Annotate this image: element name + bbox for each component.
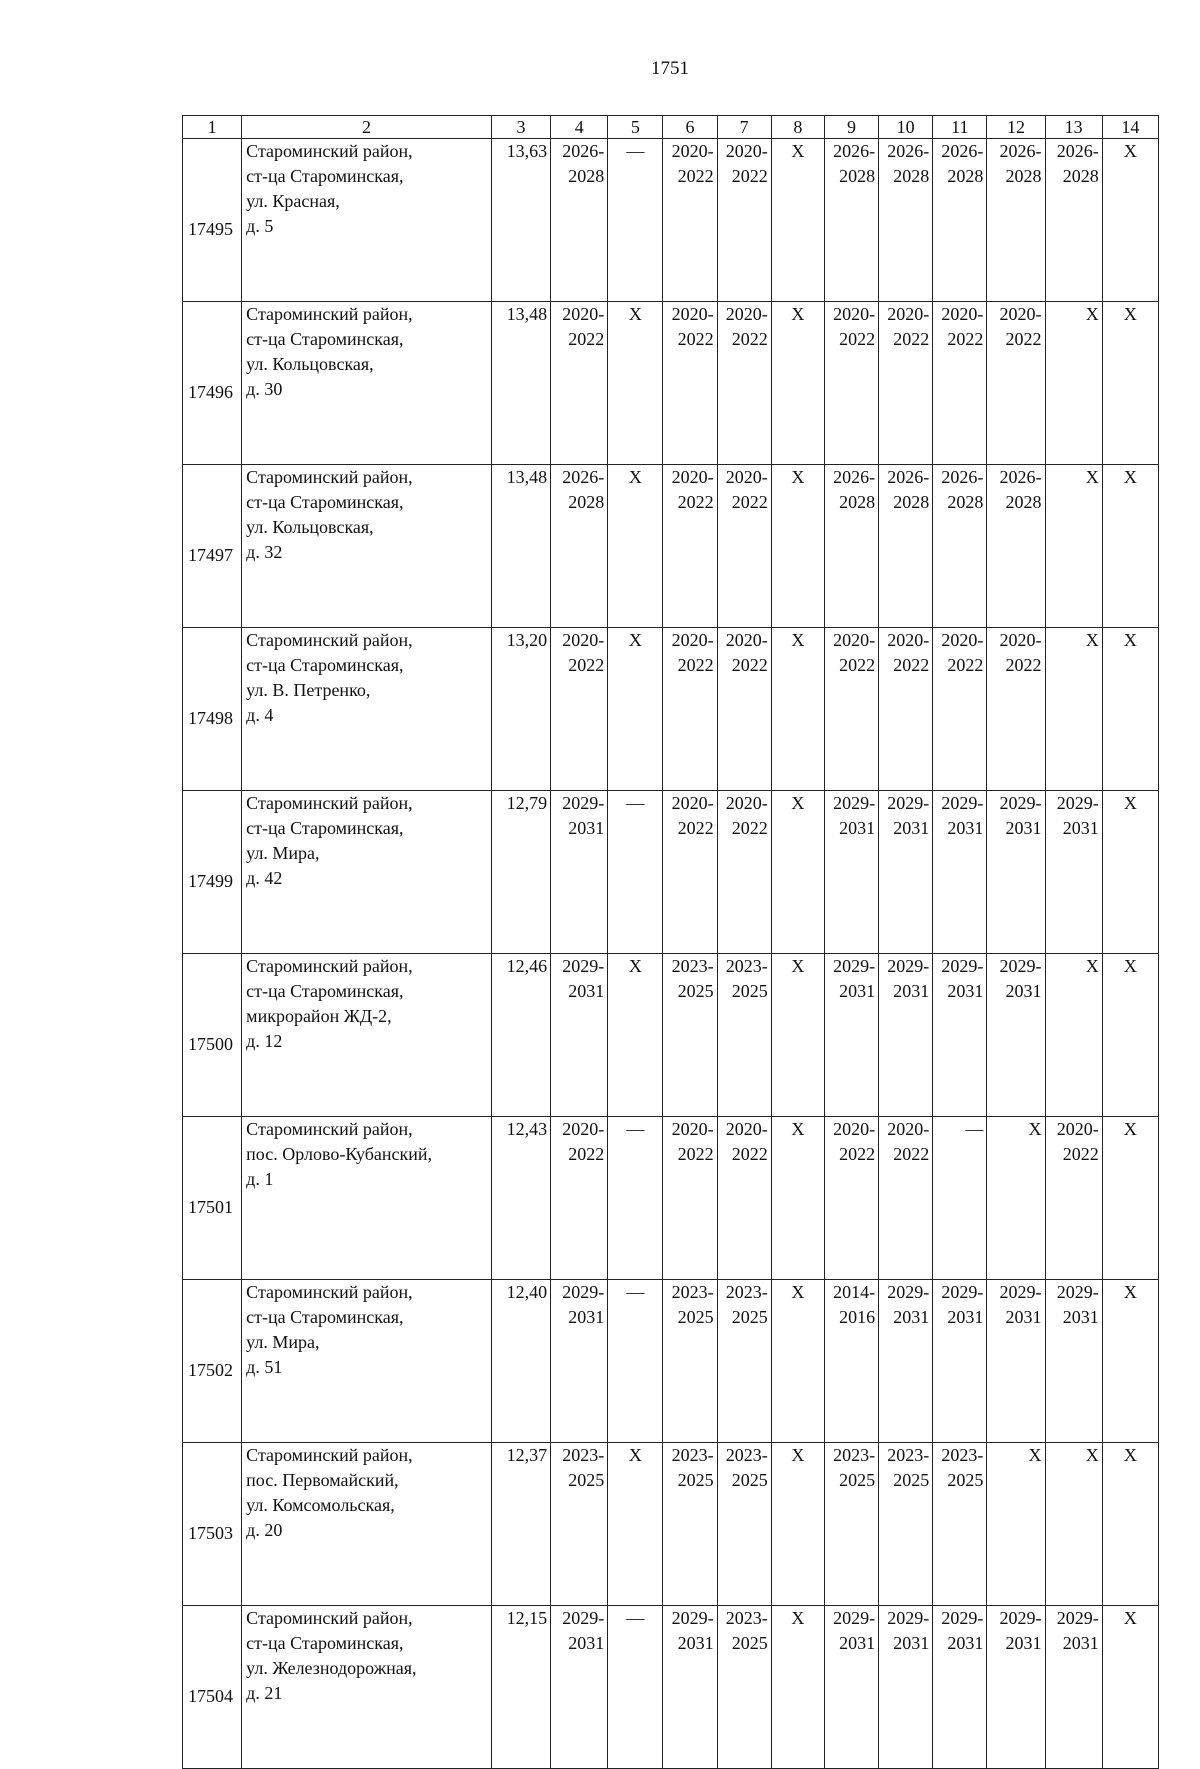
cell-col-5 [608,1117,663,1280]
cell-col-4 [551,139,608,302]
cell-value: 2020- 2022 [671,630,714,675]
cell-col-3 [491,465,550,628]
column-header: 3 [491,116,550,139]
cell-value: X [791,467,805,487]
cell-value: 12,37 [506,1445,548,1465]
row-number: 17504 [183,1606,242,1769]
cell-col-13 [1045,139,1102,302]
cell-col-5 [608,1606,663,1769]
cell-col-14 [1102,1117,1158,1280]
cell-col-11 [933,139,987,302]
column-header: 7 [717,116,771,139]
cell-value: 2020- 2022 [941,304,984,349]
cell-col-7 [717,139,771,302]
cell-value: 2014- 2016 [833,1282,876,1327]
data-table [182,115,1159,1769]
cell-col-9 [824,139,878,302]
column-header: 10 [879,116,933,139]
cell-value: 2029- 2031 [562,1282,605,1327]
cell-value: 2026- 2028 [999,467,1042,512]
cell-col-14 [1102,139,1158,302]
cell-value: 2023- 2025 [671,1282,714,1327]
cell-col-9 [824,1117,878,1280]
cell-value: X [1123,304,1137,324]
cell-col-14 [1102,1280,1158,1443]
address-text: Староминский район, ст-ца Староминская, ул. Мира, д. 42 [246,793,413,888]
address-cell [242,1280,492,1443]
cell-value: 2020- 2022 [671,141,714,186]
address-cell [242,628,492,791]
cell-col-12 [987,1443,1045,1606]
cell-value: — [626,793,645,813]
cell-value: 2026- 2028 [1056,141,1099,186]
cell-col-5 [608,465,663,628]
cell-value: 2020- 2022 [999,304,1042,349]
page-number: 1751 [651,58,689,79]
cell-col-6 [663,302,717,465]
cell-value: 2029- 2031 [887,793,930,838]
cell-value: 2023- 2025 [725,956,768,1001]
cell-col-5 [608,791,663,954]
cell-value: X [628,304,642,324]
cell-col-5 [608,139,663,302]
cell-col-14 [1102,791,1158,954]
cell-value: 2029- 2031 [833,793,876,838]
cell-col-8 [771,302,824,465]
cell-col-14 [1102,1606,1158,1769]
cell-value: 12,40 [506,1282,548,1302]
column-header: 1 [183,116,242,139]
column-header: 5 [608,116,663,139]
cell-value: 2020- 2022 [562,1119,605,1164]
column-header: 11 [933,116,987,139]
cell-col-13 [1045,465,1102,628]
row-number: 17498 [183,628,242,791]
cell-value: 13,63 [506,141,548,161]
cell-value: 2020- 2022 [725,630,768,675]
cell-value: — [965,1119,984,1139]
cell-value: 2026- 2028 [941,141,984,186]
cell-col-5 [608,628,663,791]
cell-value: X [1123,793,1137,813]
cell-value: 2029- 2031 [833,1608,876,1653]
cell-col-13 [1045,1443,1102,1606]
cell-col-4 [551,1443,608,1606]
cell-col-4 [551,465,608,628]
cell-col-13 [1045,628,1102,791]
cell-value: X [1123,630,1137,650]
cell-value: 12,43 [506,1119,548,1139]
cell-value: X [1123,1445,1137,1465]
row-number: 17497 [183,465,242,628]
cell-col-7 [717,1117,771,1280]
cell-value: 2020- 2022 [999,630,1042,675]
column-header: 9 [824,116,878,139]
cell-col-3 [491,1443,550,1606]
row-number: 17499 [183,791,242,954]
cell-value: 2026- 2028 [887,467,930,512]
cell-value: 2029- 2031 [941,1608,984,1653]
cell-value: X [791,793,805,813]
cell-col-4 [551,954,608,1117]
cell-value: 2020- 2022 [725,793,768,838]
cell-value: 2023- 2025 [887,1445,930,1490]
cell-value: 2029- 2031 [999,793,1042,838]
cell-col-11 [933,628,987,791]
table-row [183,1280,1159,1443]
cell-col-3 [491,791,550,954]
address-text: Староминский район, ст-ца Староминская, микрорайон ЖД-2, д. 12 [246,956,413,1051]
cell-value: 12,79 [506,793,548,813]
cell-col-12 [987,628,1045,791]
cell-col-9 [824,954,878,1117]
column-header: 13 [1045,116,1102,139]
cell-value: X [1123,141,1137,161]
cell-value: X [1123,467,1137,487]
cell-value: 2020- 2022 [833,630,876,675]
cell-value: X [791,630,805,650]
cell-value: 2020- 2022 [725,304,768,349]
cell-value: X [1028,1445,1042,1465]
cell-value: 2020- 2022 [671,1119,714,1164]
cell-col-7 [717,1606,771,1769]
cell-col-10 [879,1443,933,1606]
cell-value: X [1028,1119,1042,1139]
address-text: Староминский район, пос. Первомайский, ул. Комсомольская, д. 20 [246,1445,413,1540]
cell-col-7 [717,302,771,465]
cell-col-9 [824,302,878,465]
cell-col-8 [771,1280,824,1443]
address-cell [242,465,492,628]
cell-value: 2020- 2022 [1056,1119,1099,1164]
cell-value: 13,20 [506,630,548,650]
cell-col-11 [933,791,987,954]
cell-value: X [1085,1445,1099,1465]
cell-col-3 [491,139,550,302]
cell-col-6 [663,954,717,1117]
column-header: 12 [987,116,1045,139]
cell-value: X [1085,956,1099,976]
cell-value: 2029- 2031 [562,1608,605,1653]
cell-col-7 [717,1280,771,1443]
cell-col-14 [1102,1443,1158,1606]
cell-value: X [1123,1282,1137,1302]
cell-col-10 [879,791,933,954]
cell-col-10 [879,954,933,1117]
cell-col-4 [551,302,608,465]
cell-col-13 [1045,954,1102,1117]
table-row [183,1443,1159,1606]
cell-value: 2029- 2031 [887,956,930,1001]
column-header: 4 [551,116,608,139]
cell-value: 2026- 2028 [999,141,1042,186]
cell-value: X [628,467,642,487]
cell-value: X [791,1445,805,1465]
cell-col-10 [879,1606,933,1769]
address-text: Староминский район, ст-ца Староминская, ул. Кольцовская, д. 30 [246,304,413,399]
cell-col-10 [879,1117,933,1280]
cell-value: 2029- 2031 [941,956,984,1001]
cell-col-13 [1045,1606,1102,1769]
cell-col-6 [663,465,717,628]
cell-value: 2029- 2031 [887,1282,930,1327]
cell-col-10 [879,465,933,628]
cell-value: 2023- 2025 [562,1445,605,1490]
address-text: Староминский район, ст-ца Староминская, ул. Железнодорожная, д. 21 [246,1608,417,1703]
cell-col-3 [491,1280,550,1443]
cell-value: 2020- 2022 [671,467,714,512]
cell-col-12 [987,1280,1045,1443]
address-text: Староминский район, ст-ца Староминская, ул. Кольцовская, д. 32 [246,467,413,562]
cell-col-8 [771,139,824,302]
cell-col-12 [987,465,1045,628]
address-cell [242,302,492,465]
table-header-row [183,116,1159,139]
cell-value: X [628,956,642,976]
cell-col-14 [1102,954,1158,1117]
column-header: 6 [663,116,717,139]
cell-value: X [1123,1119,1137,1139]
cell-col-9 [824,1280,878,1443]
cell-value: 2029- 2031 [999,1282,1042,1327]
cell-value: 2023- 2025 [941,1445,984,1490]
cell-col-4 [551,1280,608,1443]
cell-col-9 [824,1606,878,1769]
cell-value: 2020- 2022 [725,1119,768,1164]
cell-col-13 [1045,302,1102,465]
cell-value: X [791,304,805,324]
cell-value: 2029- 2031 [1056,1608,1099,1653]
cell-value: 2023- 2025 [725,1282,768,1327]
cell-value: — [626,1282,645,1302]
cell-col-6 [663,1117,717,1280]
cell-value: 13,48 [506,467,548,487]
cell-value: 2029- 2031 [887,1608,930,1653]
cell-value: X [791,956,805,976]
row-number: 17501 [183,1117,242,1280]
cell-col-11 [933,1117,987,1280]
cell-value: 2026- 2028 [941,467,984,512]
cell-value: 2020- 2022 [887,304,930,349]
cell-col-6 [663,1280,717,1443]
cell-value: 2020- 2022 [833,1119,876,1164]
cell-col-3 [491,1117,550,1280]
cell-col-10 [879,302,933,465]
cell-value: 2020- 2022 [671,304,714,349]
cell-col-11 [933,302,987,465]
table-row [183,791,1159,954]
cell-value: 2029- 2031 [671,1608,714,1653]
cell-col-11 [933,1443,987,1606]
cell-col-3 [491,954,550,1117]
cell-value: 2020- 2022 [562,630,605,675]
cell-col-6 [663,1443,717,1606]
cell-value: 2029- 2031 [999,956,1042,1001]
cell-value: 2029- 2031 [941,793,984,838]
cell-col-14 [1102,465,1158,628]
cell-value: X [1085,630,1099,650]
cell-value: 2026- 2028 [833,467,876,512]
cell-col-7 [717,465,771,628]
cell-col-11 [933,1280,987,1443]
address-cell [242,1606,492,1769]
cell-col-8 [771,465,824,628]
cell-col-6 [663,139,717,302]
cell-col-5 [608,954,663,1117]
cell-col-5 [608,1443,663,1606]
table-row [183,465,1159,628]
cell-col-10 [879,628,933,791]
cell-value: 2020- 2022 [562,304,605,349]
cell-col-12 [987,1117,1045,1280]
cell-col-7 [717,628,771,791]
cell-value: 2026- 2028 [562,467,605,512]
cell-value: X [628,630,642,650]
cell-col-8 [771,954,824,1117]
cell-value: 2026- 2028 [887,141,930,186]
column-header: 14 [1102,116,1158,139]
cell-value: 12,15 [506,1608,548,1628]
cell-col-13 [1045,791,1102,954]
cell-col-8 [771,1606,824,1769]
cell-col-14 [1102,302,1158,465]
cell-value: 2029- 2031 [562,956,605,1001]
cell-col-6 [663,791,717,954]
cell-col-11 [933,954,987,1117]
address-cell [242,1117,492,1280]
cell-col-9 [824,791,878,954]
cell-col-5 [608,1280,663,1443]
cell-value: X [1085,467,1099,487]
cell-value: X [791,1282,805,1302]
address-cell [242,139,492,302]
cell-value: 2023- 2025 [671,1445,714,1490]
cell-value: 2023- 2025 [725,1445,768,1490]
cell-col-9 [824,465,878,628]
cell-col-11 [933,1606,987,1769]
cell-col-12 [987,302,1045,465]
cell-value: 2020- 2022 [833,304,876,349]
column-header: 8 [771,116,824,139]
address-cell [242,791,492,954]
cell-col-9 [824,628,878,791]
cell-col-7 [717,954,771,1117]
cell-value: 2029- 2031 [833,956,876,1001]
cell-value: X [1123,956,1137,976]
cell-value: X [628,1445,642,1465]
row-number: 17502 [183,1280,242,1443]
cell-value: — [626,141,645,161]
table-row [183,1117,1159,1280]
cell-value: 12,46 [506,956,548,976]
table-row [183,1606,1159,1769]
cell-value: X [791,1608,805,1628]
cell-col-8 [771,1117,824,1280]
cell-value: 2020- 2022 [941,630,984,675]
cell-col-13 [1045,1117,1102,1280]
cell-col-6 [663,628,717,791]
address-cell [242,954,492,1117]
cell-col-4 [551,1117,608,1280]
table-row [183,302,1159,465]
table-row [183,139,1159,302]
cell-value: 2020- 2022 [887,630,930,675]
table-row [183,954,1159,1117]
cell-value: 2023- 2025 [725,1608,768,1653]
cell-col-12 [987,1606,1045,1769]
cell-value: 2029- 2031 [1056,1282,1099,1327]
cell-col-10 [879,1280,933,1443]
cell-col-12 [987,139,1045,302]
address-text: Староминский район, пос. Орлово-Кубанский, д. 1 [246,1119,433,1189]
address-cell [242,1443,492,1606]
cell-value: 2020- 2022 [887,1119,930,1164]
table-row [183,628,1159,791]
cell-value: 2029- 2031 [941,1282,984,1327]
cell-value: 13,48 [506,304,548,324]
cell-col-4 [551,1606,608,1769]
cell-col-8 [771,791,824,954]
column-header: 2 [242,116,492,139]
cell-col-4 [551,628,608,791]
cell-col-7 [717,791,771,954]
cell-value: X [791,141,805,161]
cell-value: 2023- 2025 [833,1445,876,1490]
cell-value: 2026- 2028 [562,141,605,186]
cell-col-8 [771,628,824,791]
cell-col-8 [771,1443,824,1606]
cell-col-14 [1102,628,1158,791]
cell-col-11 [933,465,987,628]
row-number: 17500 [183,954,242,1117]
cell-col-3 [491,628,550,791]
cell-value: X [1123,1608,1137,1628]
address-text: Староминский район, ст-ца Староминская, ул. Красная, д. 5 [246,141,413,236]
cell-col-5 [608,302,663,465]
cell-col-9 [824,1443,878,1606]
cell-value: 2026- 2028 [833,141,876,186]
cell-value: 2020- 2022 [725,141,768,186]
cell-value: 2029- 2031 [999,1608,1042,1653]
row-number: 17495 [183,139,242,302]
cell-value: 2029- 2031 [1056,793,1099,838]
row-number: 17496 [183,302,242,465]
row-number: 17503 [183,1443,242,1606]
address-text: Староминский район, ст-ца Староминская, ул. Мира, д. 51 [246,1282,413,1377]
cell-col-13 [1045,1280,1102,1443]
cell-value: — [626,1119,645,1139]
cell-value: 2020- 2022 [725,467,768,512]
cell-col-7 [717,1443,771,1606]
cell-col-6 [663,1606,717,1769]
cell-col-3 [491,302,550,465]
address-text: Староминский район, ст-ца Староминская, ул. В. Петренко, д. 4 [246,630,413,725]
cell-value: X [1085,304,1099,324]
cell-value: 2020- 2022 [671,793,714,838]
cell-col-4 [551,791,608,954]
cell-col-12 [987,954,1045,1117]
cell-col-12 [987,791,1045,954]
cell-value: — [626,1608,645,1628]
cell-value: X [791,1119,805,1139]
cell-value: 2023- 2025 [671,956,714,1001]
cell-value: 2029- 2031 [562,793,605,838]
cell-col-3 [491,1606,550,1769]
cell-col-10 [879,139,933,302]
